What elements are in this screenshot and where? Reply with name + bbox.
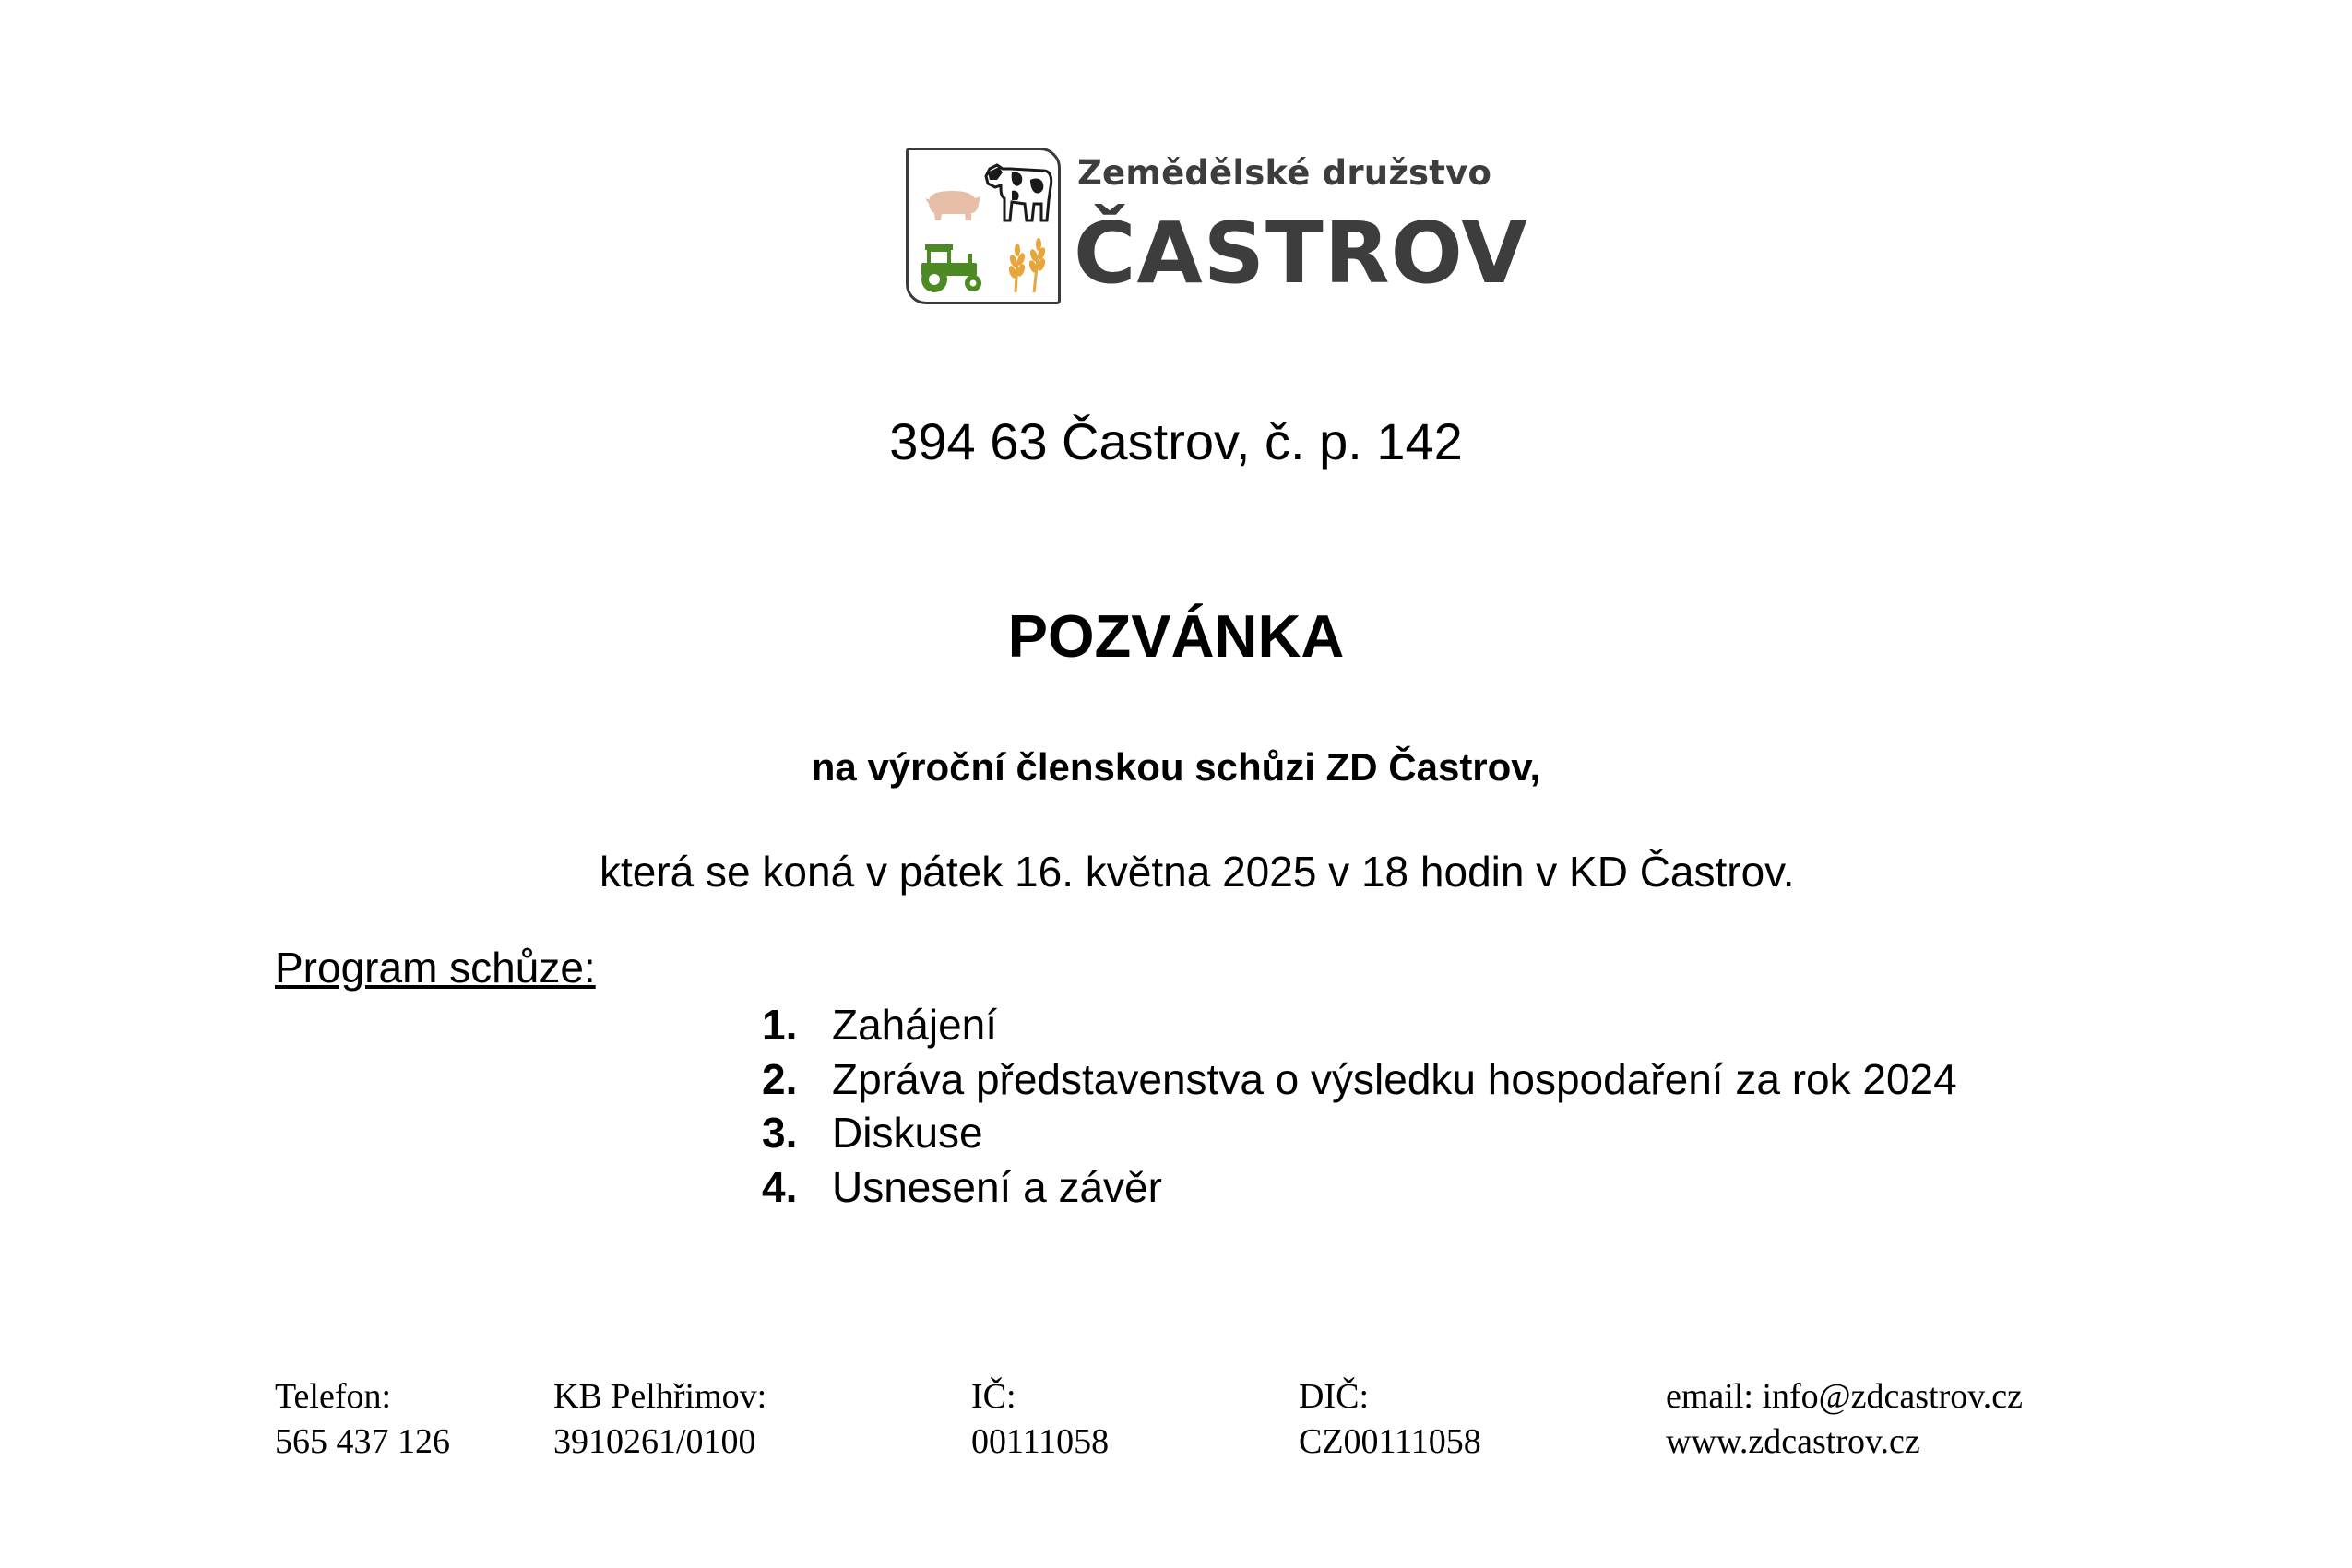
agenda-item-text: Diskuse (832, 1109, 983, 1157)
footer-bank (553, 1374, 766, 1465)
footer-ic (971, 1374, 1109, 1465)
footer-ic-value: 00111058 (971, 1422, 1110, 1461)
wheat-icon (1003, 235, 1051, 294)
footer-website: www.zdcastrov.cz (1666, 1422, 1920, 1461)
address: 394 63 Častrov, č. p. 142 (889, 412, 1463, 470)
footer-bank-value: 3910261/0100 (553, 1422, 756, 1461)
agenda-item-number: 2. (762, 1054, 798, 1103)
footer-phone-value: 565 437 126 (275, 1422, 450, 1461)
program-heading: Program schůze: (275, 944, 596, 992)
agenda-item-text: Usnesení a závěr (832, 1162, 1162, 1211)
footer-phone-label: Telefon: (275, 1377, 392, 1416)
page-title: POZVÁNKA (1007, 602, 1345, 670)
agenda-item (762, 998, 1957, 1052)
pig-icon (921, 185, 982, 222)
footer-email: email: info@zdcastrov.cz (1666, 1377, 2024, 1416)
agenda-item-number: 4. (762, 1162, 798, 1211)
footer-dic (1299, 1374, 1481, 1465)
agenda-item-number: 1. (762, 1001, 798, 1049)
agenda-item (762, 1106, 1957, 1160)
logo-subtitle: Zemědělské družstvo (1077, 153, 1492, 193)
footer-dic-value: CZ00111058 (1299, 1422, 1481, 1461)
footer-ic-label: IČ: (971, 1377, 1016, 1416)
footer-phone (275, 1374, 450, 1465)
agenda-list (762, 998, 1957, 1214)
agenda-item-text: Zahájení (832, 1001, 998, 1049)
logo-name: ČASTROV (1074, 204, 1528, 303)
agenda-item-number: 3. (762, 1109, 798, 1157)
agenda-item (762, 1052, 1957, 1107)
cow-icon (984, 160, 1056, 226)
footer-bank-label: KB Pelhřimov: (553, 1377, 767, 1416)
invitation-subtitle: na výroční členskou schůzi ZD Častrov, (811, 745, 1541, 789)
footer-contact (1666, 1374, 2023, 1465)
tractor-icon (916, 241, 990, 294)
logo-emblem (906, 148, 1061, 304)
footer-dic-label: DIČ: (1299, 1377, 1369, 1416)
agenda-item-text: Zpráva představenstva o výsledku hospodaření za rok 2024 (832, 1054, 1957, 1103)
meeting-date-place: která se koná v pátek 16. května 2025 v 18 hodin v KD Častrov. (600, 848, 1795, 896)
agenda-item (762, 1160, 1957, 1215)
